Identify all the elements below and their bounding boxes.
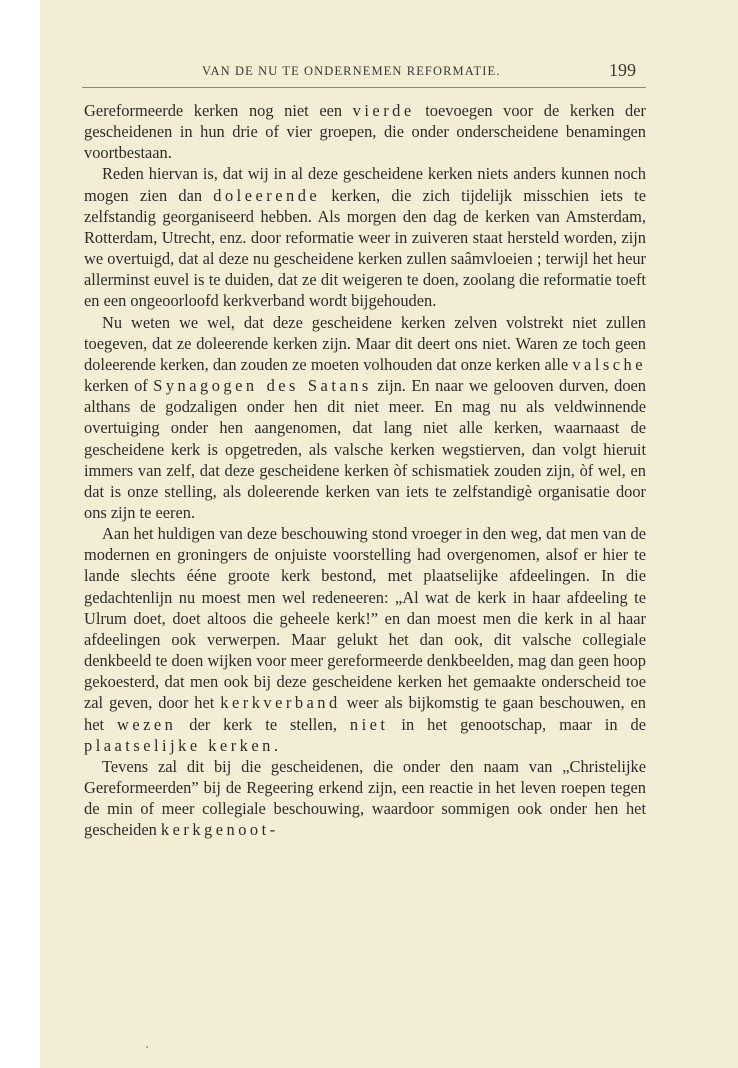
text-segment: toevoegen voor de kerken der gescheidenen in hun drie of vier groepen, die onder onderscheidene benamingen voortbestaan.	[84, 101, 646, 163]
spaced-emphasis: valsche	[572, 354, 646, 374]
text-segment: Gereformeerde kerken nog niet een	[84, 101, 353, 120]
running-title: VAN DE NU TE ONDERNEMEN REFORMATIE.	[202, 64, 501, 78]
text-segment: zijn. En naar we gelooven durven, doen althans de godzaligen onder hen dit niet meer. En mag nu als veldwinnende overtuiging onder hen aangenomen, dat lang niet alle kerken, waarnaast de gescheidene kerk is opgetreden, als valsche kerken wegstierven, dan volgt hieruit immers van zelf, dat deze gescheidene kerken òf schismatiek zouden zijn, òf wel, en dat is onze stelling, als doleerende kerken van iets te zelfstandigè organisatie door ons zijn te eeren.	[84, 376, 646, 522]
header-rule	[82, 87, 646, 88]
spaced-emphasis: niet	[349, 714, 389, 734]
spaced-emphasis: kerkverband	[220, 693, 341, 713]
spaced-emphasis: kerkgenoot-	[160, 820, 279, 840]
page-header	[82, 58, 642, 84]
text-segment: in het genootschap, maar in de	[388, 714, 646, 734]
spaced-emphasis: vierde	[352, 101, 415, 120]
spaced-emphasis: doleerende	[213, 185, 321, 205]
text-segment: kerken of	[84, 376, 154, 396]
text-segment: weer als bijkomstig te gaan beschouwen, en het	[84, 693, 647, 734]
spaced-emphasis: wezen	[116, 714, 177, 734]
paragraph-4	[84, 523, 646, 756]
body-text	[84, 100, 646, 840]
spaced-emphasis: plaatselijke kerken	[84, 735, 274, 755]
scan-speck	[146, 1046, 148, 1048]
paragraph-3	[84, 312, 646, 524]
paragraph-5	[84, 756, 646, 841]
text-segment: kerken, die zich tijdelijk misschien iets te zelfstandig georganiseerd hebben. Als morgen den dag de kerken van Amsterdam, Rotterdam, Utrecht, enz. door reformatie weer in zuiveren staat hersteld worden, zijn we overtuigd, dat al deze nu gescheidene kerken zullen saâmvloeien ; terwijl het heur allerminst euvel is te duiden, dat ze dit weigeren te doen, zoolang die reformatie toeft en een ongeoorloofd kerkverband wordt bijgehouden.	[84, 185, 646, 311]
text-segment: der kerk te stellen,	[176, 714, 350, 734]
spaced-emphasis: Synagogen des Satans	[153, 376, 372, 396]
text-segment: Aan het huldigen van deze beschouwing stond vroeger in den weg, dat men van de modernen en groningers de onjuiste voorstelling had overgenomen, alsof er hier te lande slechts ééne groote kerk bestond, met plaatselijke afdeelingen. In die gedachtenlijn nu moest men wel redeneeren: „Al wat de kerk in haar afdeeling te Ulrum doet, doet altoos die geheele kerk!” en dan moest men die kerk in al haar afdeelingen ook verwerpen. Maar gelukt het dan ook, dit valsche collegiale denkbeeld te doen wijken voor meer gereformeerde denkbeelden, mag dan geen hoop gekoesterd, dat men ook bij deze gescheidene kerken het gemaakte onderscheid toe zal geven, door het	[84, 524, 646, 713]
paragraph-2	[84, 163, 646, 311]
text-segment: Tevens zal dit bij die gescheidenen, die onder den naam van „Christelijke Gereformeerden” bij de Regeering erkend zijn, een reactie in het leven roepen tegen de min of meer collegiale beschouwing, waardoor sommigen ook onder hen het gescheiden	[84, 756, 646, 840]
text-segment: .	[273, 735, 278, 755]
page-number: 199	[609, 60, 636, 80]
paragraph-1	[84, 100, 646, 163]
text-segment: Reden hiervan is, dat wij in al deze gescheidene kerken niets anders kunnen noch mogen zien dan	[84, 164, 646, 205]
scan-margin	[0, 0, 40, 1068]
text-segment: Nu weten we wel, dat deze gescheidene kerken zelven volstrekt niet zullen toegeven, dat ze doleerende kerken zijn. Maar dit deert ons niet. Waren ze toch geen doleerende kerken, dan zouden ze moeten volhouden dat onze kerken alle	[84, 312, 646, 374]
